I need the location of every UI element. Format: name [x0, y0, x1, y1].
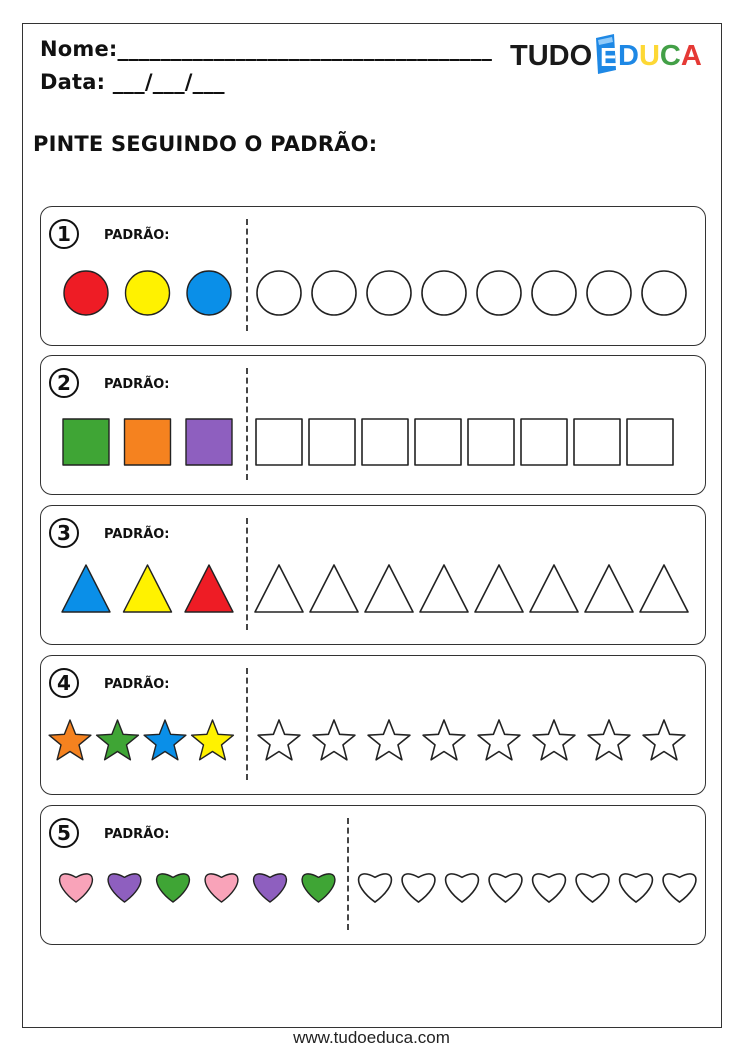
blank-heart-to-color[interactable] — [446, 874, 479, 902]
blank-star-to-color[interactable] — [368, 720, 410, 760]
blank-heart-to-color[interactable] — [402, 874, 435, 902]
blank-star-to-color[interactable] — [423, 720, 465, 760]
pattern-label: PADRÃO: — [104, 228, 170, 243]
blank-heart-to-color[interactable] — [620, 874, 653, 902]
pattern-heart — [302, 874, 335, 902]
blank-heart-to-color[interactable] — [533, 874, 566, 902]
pattern-circle — [187, 271, 231, 315]
blank-triangle-to-color[interactable] — [640, 565, 688, 612]
blank-star-to-color[interactable] — [533, 720, 575, 760]
pattern-star — [97, 720, 139, 760]
shapes-row — [41, 207, 705, 345]
pattern-triangle — [185, 565, 233, 612]
blank-star-to-color[interactable] — [258, 720, 300, 760]
shapes-row — [41, 506, 705, 644]
pattern-triangle — [62, 565, 110, 612]
blank-square-to-color[interactable] — [309, 419, 355, 465]
pattern-heart — [254, 874, 287, 902]
blank-star-to-color[interactable] — [643, 720, 685, 760]
blank-heart-to-color[interactable] — [359, 874, 392, 902]
pattern-square — [63, 419, 109, 465]
exercise-number: 2 — [49, 368, 79, 398]
blank-square-to-color[interactable] — [362, 419, 408, 465]
book-icon — [596, 34, 617, 74]
blank-triangle-to-color[interactable] — [530, 565, 578, 612]
pattern-label: PADRÃO: — [104, 827, 170, 842]
pattern-heart — [60, 874, 93, 902]
blank-circle-to-color[interactable] — [477, 271, 521, 315]
shapes-row — [41, 656, 705, 794]
exercise-5 — [40, 805, 706, 945]
blank-triangle-to-color[interactable] — [420, 565, 468, 612]
pattern-star — [49, 720, 91, 760]
blank-circle-to-color[interactable] — [642, 271, 686, 315]
pattern-star — [192, 720, 234, 760]
blank-square-to-color[interactable] — [468, 419, 514, 465]
blank-star-to-color[interactable] — [478, 720, 520, 760]
exercise-3 — [40, 505, 706, 645]
pattern-triangle — [124, 565, 172, 612]
date-field[interactable]: Data: ___/___/___ — [40, 70, 225, 94]
exercise-number: 3 — [49, 518, 79, 548]
tudoeduca-logo — [510, 30, 722, 76]
blank-circle-to-color[interactable] — [257, 271, 301, 315]
blank-triangle-to-color[interactable] — [475, 565, 523, 612]
exercise-number: 1 — [49, 219, 79, 249]
blank-square-to-color[interactable] — [415, 419, 461, 465]
exercise-1 — [40, 206, 706, 346]
pattern-label: PADRÃO: — [104, 677, 170, 692]
pattern-label: PADRÃO: — [104, 527, 170, 542]
pattern-heart — [108, 874, 141, 902]
exercise-4 — [40, 655, 706, 795]
blank-heart-to-color[interactable] — [663, 874, 696, 902]
pattern-heart — [205, 874, 238, 902]
blank-circle-to-color[interactable] — [532, 271, 576, 315]
website-footer: www.tudoeduca.com — [293, 1028, 450, 1047]
pattern-square — [125, 419, 171, 465]
blank-circle-to-color[interactable] — [367, 271, 411, 315]
pattern-label: PADRÃO: — [104, 377, 170, 392]
blank-triangle-to-color[interactable] — [255, 565, 303, 612]
blank-circle-to-color[interactable] — [587, 271, 631, 315]
exercise-number: 4 — [49, 668, 79, 698]
blank-star-to-color[interactable] — [588, 720, 630, 760]
blank-circle-to-color[interactable] — [312, 271, 356, 315]
blank-triangle-to-color[interactable] — [310, 565, 358, 612]
logo-text-e: E — [600, 42, 618, 72]
blank-star-to-color[interactable] — [313, 720, 355, 760]
blank-triangle-to-color[interactable] — [365, 565, 413, 612]
pattern-square — [186, 419, 232, 465]
pattern-circle — [64, 271, 108, 315]
exercise-2 — [40, 355, 706, 495]
pattern-circle — [126, 271, 170, 315]
logo-text-tudo: TUDO — [510, 40, 593, 72]
logo-text-duca: DUCA — [618, 40, 702, 72]
blank-square-to-color[interactable] — [627, 419, 673, 465]
blank-square-to-color[interactable] — [256, 419, 302, 465]
pattern-heart — [157, 874, 190, 902]
pattern-star — [144, 720, 186, 760]
blank-square-to-color[interactable] — [521, 419, 567, 465]
instruction-title: PINTE SEGUINDO O PADRÃO: — [33, 132, 378, 156]
exercise-number: 5 — [49, 818, 79, 848]
shapes-row — [41, 806, 705, 944]
blank-heart-to-color[interactable] — [576, 874, 609, 902]
blank-circle-to-color[interactable] — [422, 271, 466, 315]
blank-triangle-to-color[interactable] — [585, 565, 633, 612]
blank-square-to-color[interactable] — [574, 419, 620, 465]
name-field[interactable]: Nome:___________________________________ — [40, 37, 493, 61]
blank-heart-to-color[interactable] — [489, 874, 522, 902]
shapes-row — [41, 356, 705, 494]
